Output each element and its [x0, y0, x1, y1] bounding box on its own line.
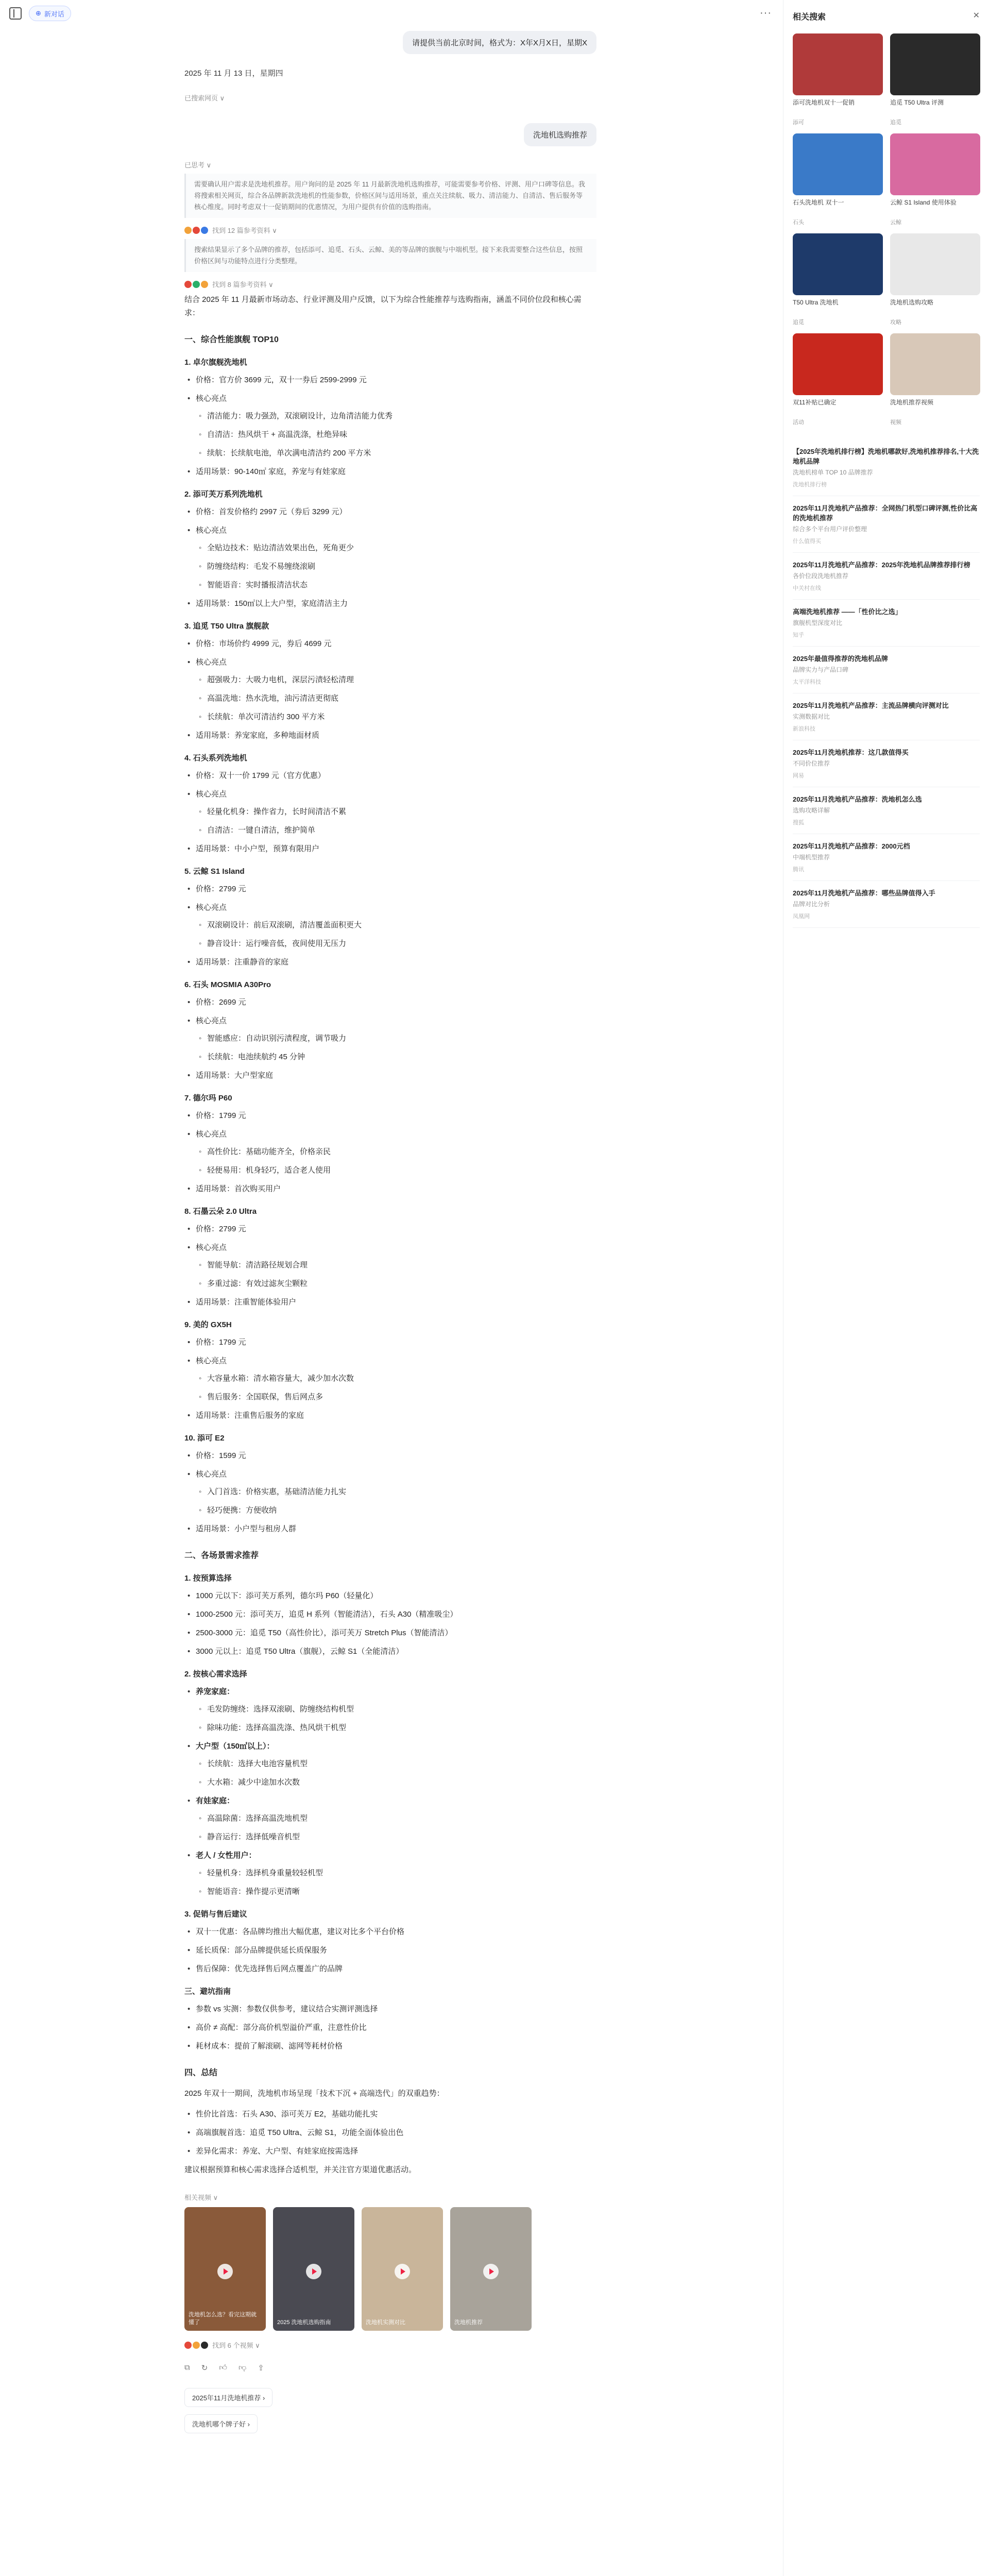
right-sidebar [783, 0, 989, 2576]
feature-item: ◦ 大容量水箱：清水箱容量大，减少加水次数 [207, 1372, 596, 1385]
product-scene: • 适用场景：90-140㎡ 家庭，养宠与有娃家庭 [196, 465, 596, 479]
subsection-title: 3. 促销与售后建议 [184, 1910, 247, 1919]
card-source: 石头 [793, 219, 804, 226]
feature-list [196, 1485, 596, 1517]
list-item: • 售后保障：优先选择售后网点覆盖广的品牌 [196, 1962, 596, 1976]
play-icon [306, 2264, 321, 2279]
article-title: 2025年11月洗地机产品推荐：2025年洗地机品牌推荐排行榜 [793, 561, 970, 569]
need-item: ◦ 长续航：选择大电池容量机型 [207, 1757, 596, 1771]
feature-item: ◦ 入门首选：价格实惠，基础清洁能力扎实 [207, 1485, 596, 1499]
feature-list [196, 1259, 596, 1291]
article-desc: 品牌实力与产品口碑 [793, 666, 849, 673]
article-desc: 旗舰机型深度对比 [793, 619, 843, 626]
feature-item: ◦ 自清洁：一键自清洁，维护简单 [207, 824, 596, 837]
budget-list [184, 1589, 596, 1658]
related-article[interactable] [793, 740, 980, 787]
product-scene: • 适用场景：中小户型，预算有限用户 [196, 842, 596, 856]
card-source: 追觅 [793, 319, 804, 326]
card-title: T50 Ultra 洗地机 [793, 299, 839, 306]
feature-item: ◦ 双滚刷设计：前后双滚刷，清洁覆盖面积更大 [207, 919, 596, 932]
card-source: 追觅 [890, 120, 901, 126]
product-name: 8. 石墨云朵 2.0 Ultra [184, 1207, 257, 1216]
article-source: 太平洋科技 [793, 679, 821, 685]
list-item: • 1000 元以下：添可芙万系列，德尔玛 P60（轻量化） [196, 1589, 596, 1603]
video-card[interactable] [362, 2207, 443, 2331]
product-name: 10. 添可 E2 [184, 1434, 225, 1443]
card-thumbnail [890, 233, 980, 295]
chat-area [184, 31, 596, 2441]
product-details [184, 1109, 596, 1196]
related-card[interactable] [890, 133, 980, 226]
need-item: ◦ 大水箱：减少中途加水次数 [207, 1776, 596, 1789]
related-article[interactable] [793, 647, 980, 693]
list-item: • 双十一优惠：各品牌均推出大幅优惠，建议对比多个平台价格 [196, 1925, 596, 1939]
closing-text: 建议根据预算和核心需求选择合适机型，并关注官方渠道优惠活动。 [184, 2165, 417, 2174]
list-item: • 参数 vs 实测：参数仅供参考，建议结合实测评测选择 [196, 2003, 596, 2016]
sidebar-title: 相关搜索 [793, 13, 826, 22]
play-icon [395, 2264, 410, 2279]
list-item: • 高价 ≠ 高配：部分高价机型溢价严重，注意性价比 [196, 2021, 596, 2035]
article-title: 2025年11月洗地机产品推荐：洗地机怎么选 [793, 795, 922, 803]
product-name: 2. 添可芙万系列洗地机 [184, 490, 263, 499]
card-thumbnail [793, 333, 883, 395]
feature-item: ◦ 防缠绕结构：毛发不易缠绕滚刷 [207, 560, 596, 573]
top-bar [0, 0, 783, 27]
product-scene: • 适用场景：大户型家庭 [196, 1069, 596, 1082]
suggested-question[interactable]: 2025年11月洗地机推荐 › [184, 2388, 272, 2407]
product-details [184, 769, 596, 856]
feature-list [196, 1145, 596, 1177]
card-thumbnail [890, 333, 980, 395]
thinking-text: 搜索结果显示了多个品牌的推荐，包括添可、追觅、石头、云鲸、美的等品牌的旗舰与中端机型。接下来我需要整合这些信息，按照价格区间与功能特点进行分类整理。 [184, 239, 596, 272]
feature-list [196, 1372, 596, 1404]
card-title: 洗地机选购攻略 [890, 299, 934, 306]
video-caption: 洗地机实测对比 [366, 2319, 405, 2326]
close-icon[interactable]: ✕ [973, 11, 980, 20]
need-group [196, 1740, 596, 1789]
card-source: 云鲸 [890, 219, 901, 226]
feature-item: ◦ 智能感应：自动识别污渍程度，调节吸力 [207, 1032, 596, 1045]
article-desc: 不同价位推荐 [793, 760, 830, 767]
feature-list [196, 919, 596, 951]
related-card[interactable] [890, 333, 980, 426]
product-name: 6. 石头 MOSMIA A30Pro [184, 980, 271, 989]
need-title: 老人 / 女性用户： [196, 1851, 257, 1860]
feature-item: ◦ 智能导航：清洁路径规划合理 [207, 1259, 596, 1272]
need-item: ◦ 除味功能：选择高温洗涤、热风烘干机型 [207, 1721, 596, 1735]
related-card[interactable] [793, 33, 883, 126]
list-item: • 高端旗舰首选：追觅 T50 Ultra、云鲸 S1，功能全面体验出色 [196, 2126, 596, 2140]
suggested-question[interactable]: 洗地机哪个牌子好 › [184, 2414, 258, 2433]
article-title: 【2025年洗地机排行榜】洗地机哪款好,洗地机推荐排名,十大洗地机品牌 [793, 448, 979, 465]
product-name: 7. 德尔玛 P60 [184, 1094, 232, 1103]
article-source: 知乎 [793, 632, 804, 638]
article-desc: 品牌对比分析 [793, 901, 830, 908]
need-title: 有娃家庭： [196, 1797, 235, 1805]
video-caption: 洗地机推荐 [454, 2319, 483, 2326]
product-details [184, 883, 596, 969]
card-source: 视频 [890, 419, 901, 426]
product-price: • 价格：2799 元 [196, 1223, 596, 1236]
product-features: • 核心亮点 ◦ 大容量水箱：清水箱容量大，减少加水次数 ◦ 售后服务：全国联保，售后网点多 [196, 1354, 596, 1404]
article-source: 凤凰网 [793, 913, 810, 920]
article-desc: 选购攻略详解 [793, 807, 830, 814]
feature-item: ◦ 智能语音：实时播报清洁状态 [207, 579, 596, 592]
need-item: ◦ 轻量机身：选择机身重量较轻机型 [207, 1867, 596, 1880]
feature-item: ◦ 自清洁：热风烘干 + 高温洗涤，杜绝异味 [207, 428, 596, 442]
article-desc: 洗地机榜单 TOP 10 品牌推荐 [793, 469, 873, 476]
product-price: • 价格：1599 元 [196, 1449, 596, 1463]
subsection-title: 1. 按预算选择 [184, 1574, 232, 1583]
thumbs-up-icon[interactable]: 👍︎ [219, 2363, 227, 2372]
card-source: 活动 [793, 419, 804, 426]
product-features: • 核心亮点 ◦ 超强吸力：大吸力电机，深层污渍轻松清理 ◦ 高温洗地：热水洗地，油污清洁更彻底 ◦ 长续航：单次可清洁约 300 平方米 [196, 656, 596, 724]
card-source: 添可 [793, 120, 804, 126]
subsection-title: 2. 按核心需求选择 [184, 1670, 247, 1679]
related-article[interactable] [793, 693, 980, 740]
product-details [184, 505, 596, 611]
video-row [184, 2207, 596, 2331]
user-message: 洗地机选购推荐 [524, 123, 596, 146]
feature-item: ◦ 多重过滤：有效过滤灰尘颗粒 [207, 1277, 596, 1291]
assistant-answer [184, 293, 596, 2177]
product-price: • 价格：官方价 3699 元，双十一券后 2599-2999 元 [196, 374, 596, 387]
product-price: • 价格：1799 元 [196, 1336, 596, 1349]
card-title: 石头洗地机 双十一 [793, 199, 844, 206]
video-card[interactable] [184, 2207, 266, 2331]
subsection-title: 三、避坑指南 [184, 1987, 231, 1996]
related-article[interactable] [793, 553, 980, 600]
article-source: 洗地机排行榜 [793, 482, 827, 488]
card-thumbnail [793, 133, 883, 195]
feature-item: ◦ 高性价比：基础功能齐全，价格亲民 [207, 1145, 596, 1159]
video-caption: 洗地机怎么选？看完这期就懂了 [189, 2312, 257, 2326]
card-title: 云鲸 S1 Island 使用体验 [890, 199, 957, 206]
feature-list [196, 805, 596, 837]
article-title: 2025年11月洗地机推荐：这几款值得买 [793, 749, 909, 756]
source-icons [184, 281, 208, 288]
need-title: 养宠家庭： [196, 1687, 235, 1696]
need-group [196, 1794, 596, 1844]
card-source: 攻略 [890, 319, 901, 326]
more-icon[interactable]: ··· [760, 7, 772, 19]
need-group [196, 1685, 596, 1735]
video-caption: 2025 洗地机选购指南 [277, 2319, 331, 2326]
product-scene: • 适用场景：注重静音的家庭 [196, 956, 596, 969]
share-icon[interactable]: ⇪ [258, 2364, 264, 2372]
feature-item: ◦ 超强吸力：大吸力电机，深层污渍轻松清理 [207, 673, 596, 687]
plus-icon: ⊕ [36, 9, 41, 17]
summary-intro: 2025 年双十一期间，洗地机市场呈现「技术下沉 + 高端迭代」的双重趋势： [184, 2089, 445, 2098]
list-item: • 延长质保：部分品牌提供延长质保服务 [196, 1944, 596, 1957]
feature-item: ◦ 高温洗地：热水洗地，油污清洁更彻底 [207, 692, 596, 705]
article-source: 什么值得买 [793, 538, 821, 545]
article-title: 2025年11月洗地机产品推荐：主流品牌横向评测对比 [793, 702, 949, 709]
related-article[interactable] [793, 834, 980, 881]
product-price: • 价格：2699 元 [196, 996, 596, 1009]
product-scene: • 适用场景：注重售后服务的家庭 [196, 1409, 596, 1422]
article-source: 新浪科技 [793, 726, 815, 732]
copy-icon[interactable]: ⧉ [184, 2363, 190, 2372]
card-title: 双11补贴已确定 [793, 399, 837, 406]
product-details [184, 374, 596, 479]
feature-list [196, 673, 596, 724]
play-icon [483, 2264, 499, 2279]
needs-list [184, 1685, 596, 1899]
product-details [184, 637, 596, 742]
thumbs-down-icon[interactable]: 👎︎ [238, 2363, 247, 2372]
article-title: 2025年11月洗地机产品推荐：2000元档 [793, 842, 910, 850]
product-scene: • 适用场景：首次购买用户 [196, 1182, 596, 1196]
regenerate-icon[interactable]: ↻ [201, 2364, 208, 2372]
product-scene: • 适用场景：养宠家庭，多种地面材质 [196, 729, 596, 742]
summary-list [184, 2108, 596, 2158]
feature-item: ◦ 轻巧便携：方便收纳 [207, 1504, 596, 1517]
source-toggle[interactable]: 找到 12 篇参考资料 ∨ [184, 225, 596, 235]
product-details [184, 1449, 596, 1536]
product-features: • 核心亮点 ◦ 入门首选：价格实惠，基础清洁能力扎实 ◦ 轻巧便携：方便收纳 [196, 1468, 596, 1517]
sidebar-toggle-icon[interactable] [9, 7, 22, 20]
card-thumbnail [793, 233, 883, 295]
product-name: 3. 追觅 T50 Ultra 旗舰款 [184, 622, 269, 631]
need-item: ◦ 静音运行：选择低噪音机型 [207, 1831, 596, 1844]
card-thumbnail [793, 33, 883, 95]
play-icon [217, 2264, 233, 2279]
video-card[interactable] [450, 2207, 532, 2331]
related-article[interactable] [793, 600, 980, 647]
product-price: • 价格：市场价约 4999 元，券后 4699 元 [196, 637, 596, 651]
pitfall-list [184, 2003, 596, 2053]
article-source: 网易 [793, 773, 804, 779]
need-item: ◦ 高温除菌：选择高温洗地机型 [207, 1812, 596, 1825]
product-price: • 价格：1799 元 [196, 1109, 596, 1123]
assistant-date-answer: 2025 年 11 月 13 日，星期四 [184, 69, 283, 78]
related-article[interactable] [793, 787, 980, 834]
thinking-text: 需要确认用户需求是洗地机推荐。用户询问的是 2025 年 11 月最新洗地机选购推荐，可能需要参考价格、评测、用户口碑等信息。我将搜索相关网页，综合各品牌新款洗地机的性能参数，价格区间与适用场景，重点关注续航、吸力、清洁能力、自清洁、售后服务等核心维度。同时考虑双十一促销期间的优惠情况，为用户提供有价值的选购指南。 [184, 174, 596, 218]
feature-item: ◦ 售后服务：全国联保，售后网点多 [207, 1391, 596, 1404]
product-details [184, 996, 596, 1082]
feature-item: ◦ 续航：长续航电池，单次满电清洁约 200 平方米 [207, 447, 596, 460]
product-features: • 核心亮点 ◦ 双滚刷设计：前后双滚刷，清洁覆盖面积更大 ◦ 静音设计：运行噪音低，夜间使用无压力 [196, 901, 596, 951]
article-desc: 实测数据对比 [793, 713, 830, 720]
related-card[interactable] [793, 333, 883, 426]
product-features: • 核心亮点 ◦ 高性价比：基础功能齐全，价格亲民 ◦ 轻便易用：机身轻巧，适合老人使用 [196, 1128, 596, 1177]
product-features: • 核心亮点 ◦ 清洁能力：吸力强劲，双滚刷设计，边角清洁能力优秀 ◦ 自清洁：热风烘干 + 高温洗涤，杜绝异味 ◦ 续航：长续航电池，单次满电清洁约 200 平方米 [196, 392, 596, 460]
message-actions [184, 2363, 596, 2372]
thinking-toggle[interactable]: 已思考 ∨ [184, 161, 212, 169]
answer-intro: 结合 2025 年 11 月最新市场动态、行业评测及用户反馈，以下为综合性能推荐与选购指南，涵盖不同价位段和核心需求： [184, 295, 582, 317]
article-title: 2025年最值得推荐的洗地机品牌 [793, 655, 888, 663]
card-title: 添可洗地机双十一促销 [793, 99, 855, 106]
feature-item: ◦ 全贴边技术：贴边清洁效果出色，死角更少 [207, 541, 596, 555]
product-scene: • 适用场景：小户型与租房人群 [196, 1522, 596, 1536]
product-list [184, 356, 596, 1536]
article-source: 腾讯 [793, 867, 804, 873]
video-section-label[interactable]: 相关视频 ∨ [184, 2194, 218, 2201]
article-source: 搜狐 [793, 820, 804, 826]
related-article[interactable] [793, 881, 980, 928]
list-item: • 2500-3000 元：追觅 T50（高性价比），添可芙万 Stretch Plus（智能清洁） [196, 1626, 596, 1640]
article-desc: 中端机型推荐 [793, 854, 830, 861]
product-price: • 价格：首发价格约 2997 元（券后 3299 元） [196, 505, 596, 519]
need-title: 大户型（150㎡以上）： [196, 1742, 275, 1751]
product-name: 5. 云鲸 S1 Island [184, 867, 245, 876]
product-features: • 核心亮点 ◦ 轻量化机身：操作省力，长时间清洁不累 ◦ 自清洁：一键自清洁，维护简单 [196, 788, 596, 837]
product-details [184, 1223, 596, 1309]
related-card[interactable] [793, 133, 883, 226]
product-name: 9. 美的 GX5H [184, 1320, 232, 1329]
feature-item: ◦ 清洁能力：吸力强劲，双滚刷设计，边角清洁能力优秀 [207, 410, 596, 423]
video-source-toggle[interactable]: 找到 6 个视频 ∨ [184, 2340, 596, 2350]
product-price: • 价格：双十一价 1799 元（官方优惠） [196, 769, 596, 783]
card-thumbnail [890, 133, 980, 195]
article-desc: 综合多个平台用户评价整理 [793, 526, 867, 533]
section-title: 四、总结 [184, 2069, 218, 2077]
video-card[interactable] [273, 2207, 354, 2331]
product-features: • 核心亮点 ◦ 智能感应：自动识别污渍程度，调节吸力 ◦ 长续航：电池续航约 45 分钟 [196, 1014, 596, 1064]
card-thumbnail [890, 33, 980, 95]
product-features: • 核心亮点 ◦ 全贴边技术：贴边清洁效果出色，死角更少 ◦ 防缠绕结构：毛发不易缠绕滚刷 ◦ 智能语音：实时播报清洁状态 [196, 524, 596, 592]
product-details [184, 1336, 596, 1422]
feature-item: ◦ 轻便易用：机身轻巧，适合老人使用 [207, 1164, 596, 1177]
related-card[interactable] [793, 233, 883, 326]
feature-item: ◦ 长续航：电池续航约 45 分钟 [207, 1050, 596, 1064]
product-scene: • 适用场景：注重智能体验用户 [196, 1296, 596, 1309]
list-item: • 1000-2500 元：添可芙万，追觅 H 系列（智能清洁），石头 A30（精准吸尘） [196, 1608, 596, 1621]
need-group [196, 1849, 596, 1899]
feature-item: ◦ 长续航：单次可清洁约 300 平方米 [207, 710, 596, 724]
article-desc: 各价位段洗地机推荐 [793, 572, 849, 580]
related-cards [793, 33, 980, 426]
section-title: 一、综合性能旗舰 TOP10 [184, 335, 279, 344]
feature-item: ◦ 静音设计：运行噪音低，夜间使用无压力 [207, 937, 596, 951]
related-article[interactable] [793, 439, 980, 496]
product-features: • 核心亮点 ◦ 智能导航：清洁路径规划合理 ◦ 多重过滤：有效过滤灰尘颗粒 [196, 1241, 596, 1291]
related-article[interactable] [793, 496, 980, 553]
card-title: 洗地机推荐视频 [890, 399, 934, 406]
article-title: 高端洗地机推荐 ——「性价比之选」 [793, 608, 902, 616]
list-item: • 性价比首选：石头 A30、添可芙万 E2，基础功能扎实 [196, 2108, 596, 2121]
need-item: ◦ 毛发防缠绕：选择双滚刷、防缠绕结构机型 [207, 1703, 596, 1716]
product-price: • 价格：2799 元 [196, 883, 596, 896]
feature-list [196, 1032, 596, 1064]
feature-list [196, 541, 596, 592]
source-icons [184, 2342, 208, 2349]
source-toggle[interactable]: 找到 8 篇参考资料 ∨ [184, 279, 596, 289]
product-name: 1. 卓尔旗舰洗地机 [184, 358, 247, 367]
promo-list [184, 1925, 596, 1976]
related-card[interactable] [890, 233, 980, 326]
feature-item: ◦ 轻量化机身：操作省力，长时间清洁不累 [207, 805, 596, 819]
search-collapse[interactable]: 已搜索网页 ∨ [184, 94, 225, 102]
list-item: • 耗材成本：提前了解滚刷、滤网等耗材价格 [196, 2040, 596, 2053]
product-scene: • 适用场景：150㎡以上大户型，家庭清洁主力 [196, 597, 596, 611]
card-title: 追觅 T50 Ultra 评测 [890, 99, 944, 106]
related-list [793, 439, 980, 928]
related-card[interactable] [890, 33, 980, 126]
article-source: 中关村在线 [793, 585, 821, 591]
source-icons [184, 227, 208, 234]
new-chat-button[interactable]: ⊕ 新对话 [29, 6, 71, 21]
need-item: ◦ 智能语音：操作提示更清晰 [207, 1885, 596, 1899]
product-name: 4. 石头系列洗地机 [184, 754, 247, 762]
feature-list [196, 410, 596, 460]
list-item: • 差异化需求：养宠、大户型、有娃家庭按需选择 [196, 2145, 596, 2158]
article-title: 2025年11月洗地机产品推荐：哪些品牌值得入手 [793, 889, 935, 897]
section-title: 二、各场景需求推荐 [184, 1551, 259, 1560]
article-title: 2025年11月洗地机产品推荐：全网热门机型口碑评测,性价比高的洗地机推荐 [793, 504, 978, 522]
list-item: • 3000 元以上：追觅 T50 Ultra（旗舰），云鲸 S1（全能清洁） [196, 1645, 596, 1658]
user-message: 请提供当前北京时间，格式为：X年X月X日，星期X [403, 31, 596, 54]
